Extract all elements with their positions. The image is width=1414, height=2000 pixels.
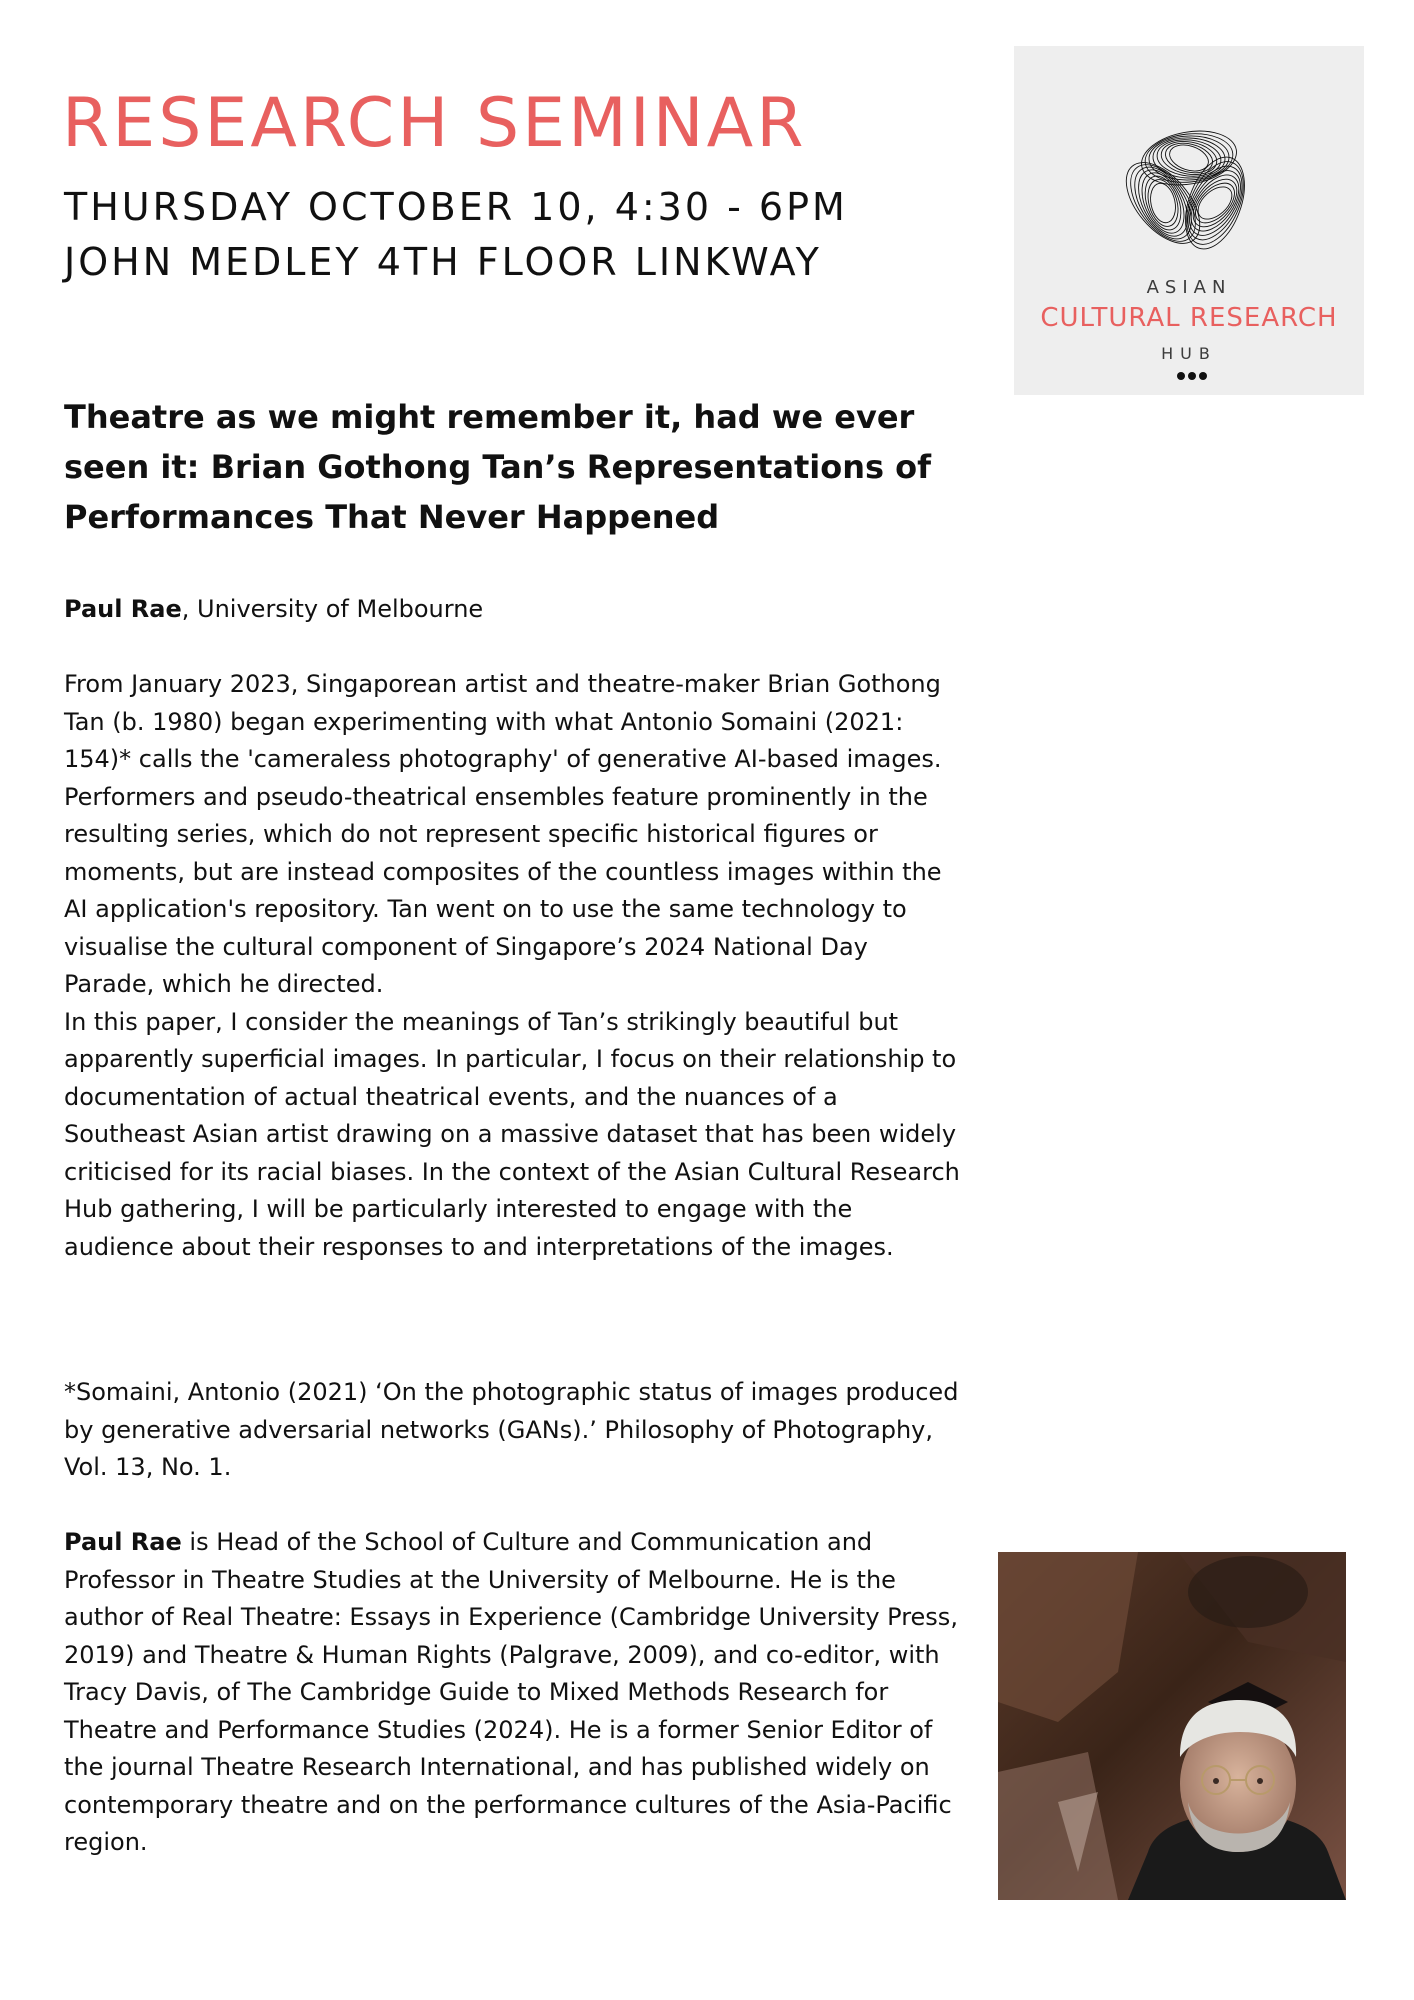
logo-name: CULTURAL RESEARCH xyxy=(1040,303,1338,333)
speaker-photo xyxy=(998,1552,1346,1900)
bio-name: Paul Rae xyxy=(64,1528,182,1556)
citation-note: *Somaini, Antonio (2021) ‘On the photographic status of images produced by generative adversarial networks (GANs).’ Philosophy of Photography, Vol. 13, No. 1. xyxy=(64,1378,959,1481)
bio-text: is Head of the School of Culture and Communication and Professor in Theatre Studies at the University of Melbourne. He is the author of Real Theatre: Essays in Experience (Cambridge University Press, 2019) and Theatre & Human Rights (Palgrave, 2009), and co-editor, with Tracy Davis, of The Cambridge Guide to Mixed Methods Research for Theatre and Performance Studies (2024). He is a former Senior Editor of the journal Theatre Research International, and has published widely on contemporary theatre and on the performance cultures of the Asia-Pacific region. xyxy=(64,1528,958,1856)
abstract xyxy=(64,666,964,1266)
logo-bottom-word: HUB xyxy=(1161,344,1217,363)
hub-logo xyxy=(1014,46,1364,395)
speaker-name: Paul Rae xyxy=(64,595,182,623)
speaker-affiliation: , University of Melbourne xyxy=(181,595,484,623)
speaker-line xyxy=(64,591,964,629)
event-date-time: THURSDAY OCTOBER 10, 4:30 - 6PM xyxy=(64,185,848,229)
seminar-title: RESEARCH SEMINAR xyxy=(62,84,807,163)
interlocking-rings-icon xyxy=(1099,96,1279,276)
paper-title: Theatre as we might remember it, had we ever seen it: Brian Gothong Tan’s Representations of Performances That Never Happened xyxy=(64,398,932,536)
logo-top-word: ASIAN xyxy=(1146,277,1232,298)
abstract-paragraph: From January 2023, Singaporean artist and theatre-maker Brian Gothong Tan (b. 1980) began experimenting with what Antonio Somaini (2021: 154)* calls the 'cameraless photography' of generative AI-based images. Performers and pseudo-theatrical ensembles feature prominently in the resulting series, which do not represent specific historical figures or moments, but are instead composites of the countless images within the AI application's repository. Tan went on to use the same technology to visualise the cultural component of Singapore’s 2024 National Day Parade, which he directed. xyxy=(64,670,942,998)
speaker-bio xyxy=(64,1524,964,1862)
ellipsis-icon xyxy=(1177,372,1207,382)
abstract-paragraph: In this paper, I consider the meanings of Tan’s strikingly beautiful but apparently superficial images. In particular, I focus on their relationship to documentation of actual theatrical events, and the nuances of a Southeast Asian artist drawing on a massive dataset that has been widely criticised for its racial biases. In the context of the Asian Cultural Research Hub gathering, I will be particularly interested to engage with the audience about their responses to and interpretations of the images. xyxy=(64,1007,960,1261)
event-venue: JOHN MEDLEY 4TH FLOOR LINKWAY xyxy=(64,240,822,284)
